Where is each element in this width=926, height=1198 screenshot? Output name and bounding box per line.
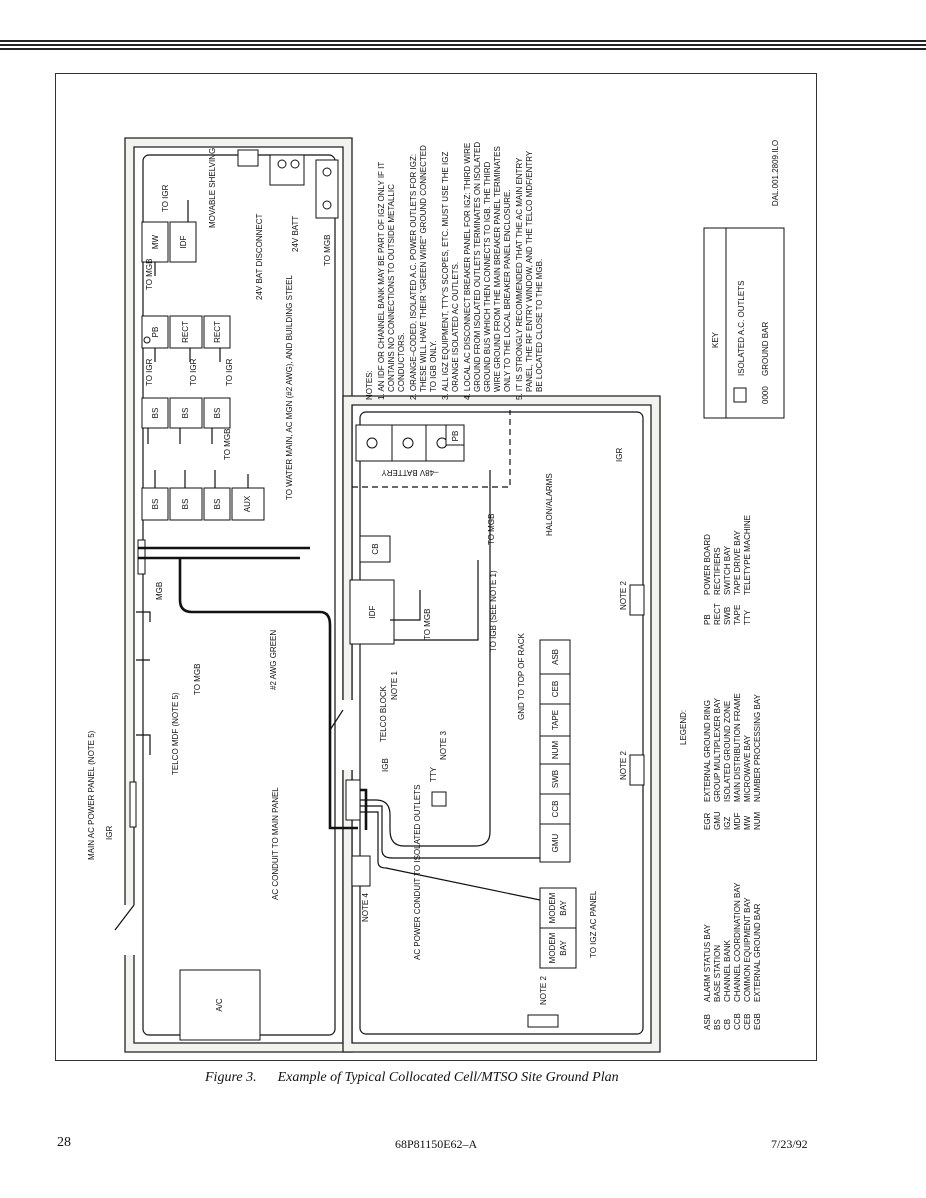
svg-text:24V BATT: 24V BATT (291, 215, 300, 252)
svg-text:1. AN IDF OR CHANNEL BANK MAY: 1. AN IDF OR CHANNEL BANK MAY BE PART OF IGZ ONLY IF IT (377, 161, 386, 400)
svg-text:3. ALL IGZ EQUIPMENT, TTY'S SC: 3. ALL IGZ EQUIPMENT, TTY'S SCOPES, ETC. MUST USE THE IGZ (441, 151, 450, 400)
bs-bay-upper (170, 398, 202, 428)
svg-text:CHANNEL COORDINATION BAY: CHANNEL COORDINATION BAY (733, 882, 742, 1002)
svg-text:TO IGB (SEE NOTE 1): TO IGB (SEE NOTE 1) (489, 570, 498, 652)
svg-text:BE LOCATED CLOSE TO THE MGB.: BE LOCATED CLOSE TO THE MGB. (535, 258, 544, 392)
svg-text:TAPE DRIVE BAY: TAPE DRIVE BAY (733, 530, 742, 595)
svg-text:AUX: AUX (243, 495, 252, 513)
notes-block (365, 142, 544, 400)
svg-text:TO MGB: TO MGB (487, 513, 496, 545)
svg-text:IDF: IDF (179, 235, 188, 249)
pb-bay (142, 316, 168, 348)
svg-text:TO IGR: TO IGR (189, 358, 198, 386)
svg-text:2. ORANGE–CODED, ISOLATED A.C.: 2. ORANGE–CODED, ISOLATED A.C. POWER OUTLETS FOR IGZ: (409, 153, 418, 400)
svg-text:TO MGB: TO MGB (145, 258, 154, 290)
rect-bay (204, 316, 230, 348)
bs-bay-lower (142, 488, 168, 520)
svg-text:EGR: EGR (703, 812, 712, 830)
svg-text:NUMBER PROCESSING BAY: NUMBER PROCESSING BAY (753, 694, 762, 802)
svg-text:PANEL, THE RF ENTRY WINDOW, AN: PANEL, THE RF ENTRY WINDOW, AND THE TELCO MDF/ENTRY (525, 150, 534, 392)
svg-text:0000: 0000 (761, 386, 770, 404)
svg-text:BS: BS (181, 498, 190, 510)
idf-bay-upper (170, 222, 196, 262)
svg-text:TAPE: TAPE (551, 709, 560, 731)
svg-text:TO WATER MAIN, AC MGN (#2 AWG): TO WATER MAIN, AC MGN (#2 AWG), AND BUILDING STEEL (285, 275, 294, 500)
svg-text:AC POWER CONDUIT TO ISOLATED O: AC POWER CONDUIT TO ISOLATED OUTLETS (413, 784, 422, 960)
legend-block (679, 515, 762, 1030)
svg-text:TELCO BLOCK: TELCO BLOCK (379, 685, 388, 742)
svg-text:TO IGB ONLY.: TO IGB ONLY. (429, 340, 438, 392)
svg-text:4. LOCAL AC DISCONNECT BREAKER: 4. LOCAL AC DISCONNECT BREAKER PANEL FOR IGZ: THIRD WIRE (463, 142, 472, 400)
figure-caption (205, 1070, 619, 1086)
svg-text:TTY: TTY (743, 609, 752, 625)
svg-text:GMU: GMU (713, 811, 722, 830)
svg-text:NOTE 2: NOTE 2 (539, 976, 548, 1005)
svg-text:TELCO MDF (NOTE 5): TELCO MDF (NOTE 5) (171, 692, 180, 775)
svg-text:CEB: CEB (551, 680, 560, 698)
svg-text:BS: BS (151, 498, 160, 510)
svg-text:TO MGB: TO MGB (223, 428, 232, 460)
svg-text:POWER BOARD: POWER BOARD (703, 534, 712, 595)
svg-text:TO IGR: TO IGR (161, 184, 170, 212)
svg-text:MICROWAVE BAY: MICROWAVE BAY (743, 735, 752, 802)
svg-text:TO MGB: TO MGB (323, 234, 332, 266)
svg-text:ISOLATED A.C. OUTLETS: ISOLATED A.C. OUTLETS (737, 280, 746, 376)
svg-text:RECT: RECT (181, 321, 190, 343)
svg-text:NOTE 2: NOTE 2 (619, 751, 628, 780)
svg-text:5. IT IS STRONGLY RECOMMENDED: 5. IT IS STRONGLY RECOMMENDED THAT THE AC MAIN ENTRY (515, 157, 524, 400)
igb-cables (360, 470, 540, 900)
svg-text:MW: MW (151, 234, 160, 250)
svg-text:EXTERNAL GROUND RING: EXTERNAL GROUND RING (703, 700, 712, 802)
rect-bay (170, 316, 202, 348)
svg-text:CCB: CCB (551, 800, 560, 818)
svg-text:NOTE 1: NOTE 1 (390, 671, 399, 700)
svg-text:ISOLATED GROUND ZONE: ISOLATED GROUND ZONE (723, 700, 732, 802)
cb-bay (360, 536, 390, 562)
svg-text:IGZ: IGZ (723, 816, 732, 830)
svg-text:BS: BS (713, 1019, 722, 1030)
svg-text:GND TO TOP OF RACK: GND TO TOP OF RACK (517, 633, 526, 720)
svg-text:EXTERNAL GROUND BAR: EXTERNAL GROUND BAR (753, 903, 762, 1002)
figure-title: Example of Typical Collocated Cell/MTSO Site Ground Plan (277, 1070, 619, 1085)
svg-text:CONDUCTORS.: CONDUCTORS. (397, 332, 406, 392)
svg-text:BS: BS (181, 407, 190, 419)
svg-text:CCB: CCB (733, 1013, 742, 1030)
svg-text:MOVABLE SHELVING: MOVABLE SHELVING (208, 147, 217, 228)
svg-text:BS: BS (213, 407, 222, 419)
mw-bay (142, 222, 168, 262)
svg-text:ASB: ASB (703, 1013, 712, 1030)
idf-bay-lower (350, 580, 394, 644)
svg-text:NUM: NUM (551, 740, 560, 760)
svg-text:NUM: NUM (753, 811, 762, 830)
svg-text:BAY: BAY (559, 940, 568, 956)
svg-text:MDF: MDF (733, 812, 742, 830)
svg-text:TO MGB: TO MGB (193, 663, 202, 695)
svg-text:BASE STATION: BASE STATION (713, 944, 722, 1002)
svg-text:LEGEND:: LEGEND: (679, 709, 688, 745)
figure-label: Figure 3. (205, 1070, 257, 1085)
svg-text:IGB: IGB (381, 758, 390, 772)
svg-text:#2 AWG GREEN: #2 AWG GREEN (269, 629, 278, 690)
svg-text:PB: PB (151, 326, 160, 338)
key-box (704, 228, 784, 418)
svg-text:TO MGB: TO MGB (423, 608, 432, 640)
svg-text:A/C: A/C (215, 998, 224, 1012)
bs-bay-upper (204, 398, 230, 428)
svg-text:TTY: TTY (429, 766, 438, 782)
bs-bay-lower (170, 488, 202, 520)
svg-text:CHANNEL BANK: CHANNEL BANK (723, 940, 732, 1002)
svg-text:RECT: RECT (713, 603, 722, 625)
svg-text:24V BAT DISCONNECT: 24V BAT DISCONNECT (255, 213, 264, 300)
svg-text:NOTE 4: NOTE 4 (361, 893, 370, 922)
svg-text:IDF: IDF (368, 605, 377, 619)
svg-text:TAPE: TAPE (733, 604, 742, 625)
svg-text:PB: PB (703, 614, 712, 625)
tty-unit (432, 792, 446, 806)
svg-text:HALON/ALARMS: HALON/ALARMS (545, 473, 554, 536)
svg-text:ALARM STATUS BAY: ALARM STATUS BAY (703, 924, 712, 1002)
svg-text:NOTE 2: NOTE 2 (619, 581, 628, 610)
svg-text:RECTIFIERS: RECTIFIERS (713, 547, 722, 595)
svg-text:MODEM: MODEM (548, 932, 557, 964)
svg-text:NOTE 3: NOTE 3 (439, 731, 448, 760)
svg-text:WIRE GROUND FROM THE MAIN BREA: WIRE GROUND FROM THE MAIN BREAKER PANEL TERMINATES (493, 146, 502, 392)
svg-text:TO IGZ AC PANEL: TO IGZ AC PANEL (589, 890, 598, 958)
modem-bays (540, 888, 576, 968)
svg-text:NOTES:: NOTES: (365, 370, 374, 400)
svg-text:BS: BS (213, 498, 222, 510)
svg-text:KEY: KEY (711, 331, 720, 348)
svg-text:GROUND FROM ISOLATED OUTLETS T: GROUND FROM ISOLATED OUTLETS TERMINATES ON ISOLATED (473, 141, 482, 392)
svg-text:SWB: SWB (551, 769, 560, 789)
svg-text:SWITCH BAY: SWITCH BAY (723, 545, 732, 595)
document-date: 7/23/92 (771, 1137, 808, 1151)
battery-24v (238, 150, 338, 218)
battery-48v (352, 410, 510, 487)
svg-text:MODEM: MODEM (548, 892, 557, 924)
svg-text:ORANGE ISOLATED AC OUTLETS.: ORANGE ISOLATED AC OUTLETS. (451, 261, 460, 392)
svg-text:GMU: GMU (551, 833, 560, 853)
drawing-id: DAL.001.2809.ILO (771, 139, 780, 207)
svg-text:MAIN AC POWER PANEL (NOTE 5): MAIN AC POWER PANEL (NOTE 5) (87, 730, 96, 860)
svg-text:COMMON EQUIPMENT BAY: COMMON EQUIPMENT BAY (743, 897, 752, 1002)
svg-text:MW: MW (743, 815, 752, 830)
svg-text:TO IGR: TO IGR (145, 358, 154, 386)
svg-text:ONLY TO THE LOCAL BREAKER PANE: ONLY TO THE LOCAL BREAKER PANEL ENCLOSURE. (503, 189, 512, 392)
svg-text:PB: PB (451, 430, 460, 442)
equipment-row (540, 640, 570, 862)
svg-text:CB: CB (371, 543, 380, 555)
svg-text:GROUND BAR: GROUND BAR (761, 321, 770, 376)
svg-text:–48V BATTERY: –48V BATTERY (381, 468, 439, 477)
svg-text:TELETYPE MACHINE: TELETYPE MACHINE (743, 514, 752, 595)
svg-text:CONTAINS NO CONNECTIONS TO OUT: CONTAINS NO CONNECTIONS TO OUTSIDE METALLIC (387, 184, 396, 392)
svg-text:BS: BS (151, 407, 160, 419)
svg-text:ASB: ASB (551, 648, 560, 666)
page-number: 28 (57, 1135, 71, 1150)
bs-bay-lower (204, 488, 230, 520)
svg-text:GROUND BUS WHICH THEN CONNECTS: GROUND BUS WHICH THEN CONNECTS TO IGB. THE THIRD (483, 161, 492, 392)
svg-text:SWB: SWB (723, 606, 732, 625)
document-number: 68P81150E62–A (395, 1137, 478, 1151)
svg-text:AC CONDUIT TO MAIN PANEL: AC CONDUIT TO MAIN PANEL (271, 787, 280, 900)
ground-conductors (138, 548, 366, 830)
svg-text:EGB: EGB (753, 1013, 762, 1030)
svg-text:IGR: IGR (105, 825, 114, 840)
svg-text:MGB: MGB (155, 581, 164, 600)
svg-text:CB: CB (723, 1018, 732, 1030)
ac-unit (180, 970, 260, 1040)
svg-text:RECT: RECT (213, 321, 222, 343)
svg-text:CEB: CEB (743, 1013, 752, 1030)
bs-bay-upper (142, 398, 168, 428)
aux-bay (232, 488, 264, 520)
svg-text:GROUP MULTIPLEXER BAY: GROUP MULTIPLEXER BAY (713, 697, 722, 802)
svg-text:IGR: IGR (615, 447, 624, 462)
svg-text:BAY: BAY (559, 900, 568, 916)
svg-text:THESE WILL HAVE THEIR "GREEN W: THESE WILL HAVE THEIR "GREEN WIRE" GROUND CONNECTED (419, 145, 428, 392)
svg-text:MAIN DISTRIBUTION FRAME: MAIN DISTRIBUTION FRAME (733, 693, 742, 802)
svg-text:TO IGR: TO IGR (225, 358, 234, 386)
